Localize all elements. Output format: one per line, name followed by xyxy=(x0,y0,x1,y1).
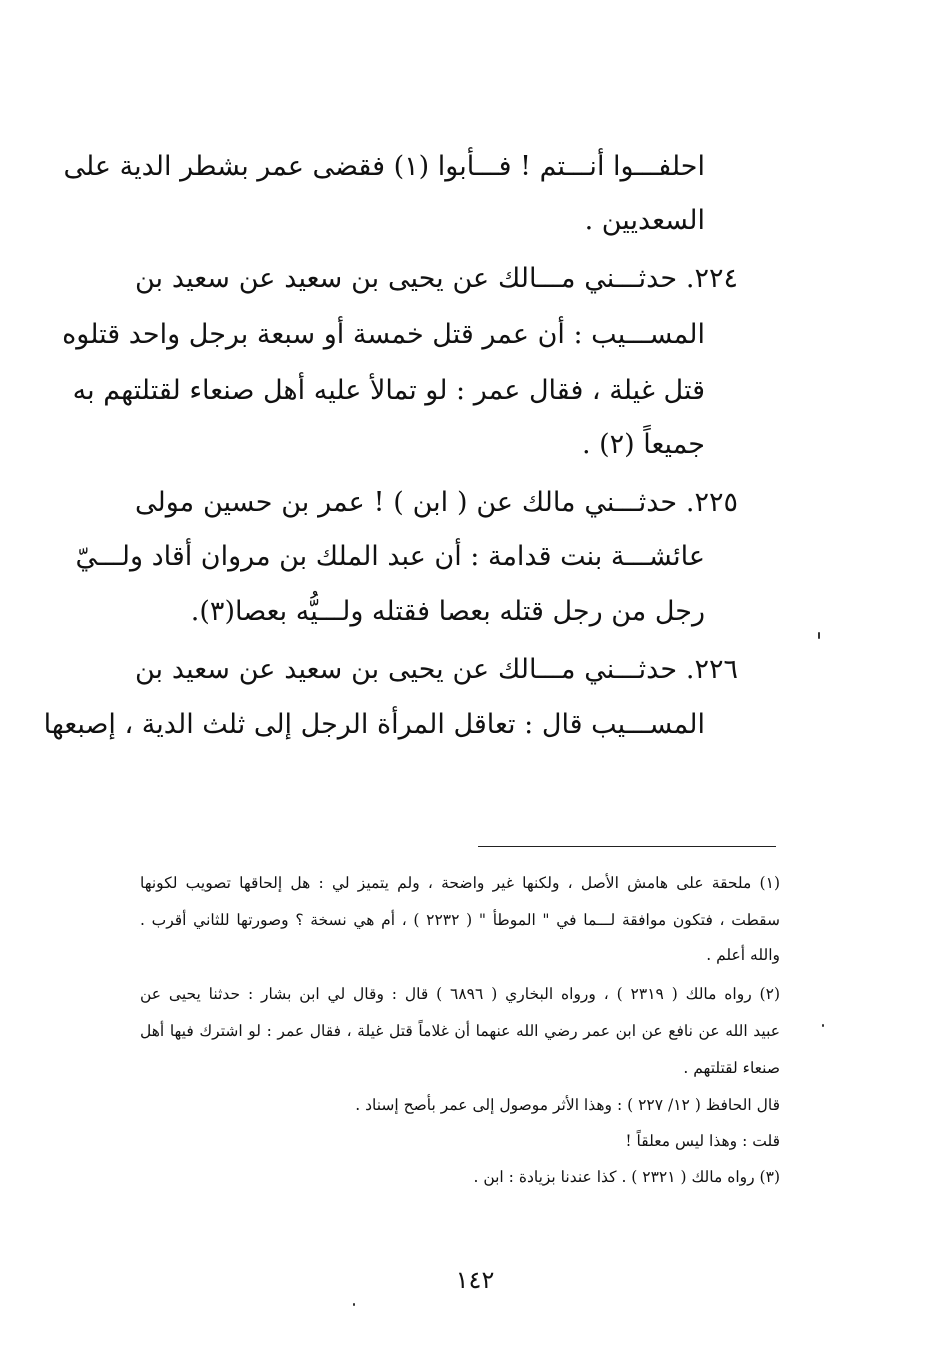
body-line: المســـيب : أن عمر قتل خمسة أو سبعة برجل واحد قتلوه xyxy=(62,319,705,350)
scan-speck xyxy=(818,632,820,639)
footnote-line: صنعاء لقتلتهم . xyxy=(683,1059,780,1077)
footnote-line: (٢) رواه مالك ( ٢٣١٩ ) ، ورواه البخاري ( ٦٨٩٦ ) قال : وقال لي ابن بشار : حدثنا يحيى عن xyxy=(140,985,780,1003)
body-line: جميعاً (٢) . xyxy=(581,429,705,460)
page-number: ١٤٢ xyxy=(455,1266,495,1294)
body-line: رجل من رجل قتله بعصا فقتله ولـــيُّه بعصا(٣). xyxy=(190,596,705,627)
body-line: عائشـــة بنت قدامة : أن عبد الملك بن مروان أقاد ولـــيّ xyxy=(75,541,705,572)
body-line: احلفـــوا أنـــتم ! فـــأبوا (١) فقضى عمر بشطر الدية على xyxy=(63,151,705,182)
scan-speck xyxy=(353,1303,355,1306)
footnote-line: سقطت ، فتكون موافقة لـــما في " الموطأ " ( ٢٢٣٢ ) ، أم هي نسخة ؟ وصورتها للثاني أقرب . xyxy=(140,911,780,929)
footnote-line: (٣) رواه مالك ( ٢٣٢١ ) . كذا عندنا بزيادة : ابن . xyxy=(473,1168,780,1186)
footnote-line: قلت : وهذا ليس معلقاً ! xyxy=(625,1132,780,1150)
footnote-line: عبيد الله عن نافع عن ابن عمر رضي الله عنهما أن غلاماً قتل غيلة ، فقال عمر : لو اشترك فيها أهل xyxy=(140,1022,780,1040)
footnote-line: قال الحافظ ( ١٢/ ٢٢٧ ) : وهذا الأثر موصول إلى عمر بأصح إسناد . xyxy=(355,1096,780,1114)
body-line: قتل غيلة ، فقال عمر : لو تمالأ عليه أهل صنعاء لقتلتهم به xyxy=(72,375,705,406)
hadith-225-line: ٢٢٥. حدثـــني مالك عن ( ابن ) ! عمر بن حسين مولى xyxy=(135,487,738,518)
hadith-226-line: ٢٢٦. حدثـــني مـــالك عن يحيى بن سعيد عن سعيد بن xyxy=(135,654,738,685)
hadith-224-line: ٢٢٤. حدثـــني مـــالك عن يحيى بن سعيد عن سعيد بن xyxy=(135,263,738,294)
body-line: السعديين . xyxy=(584,205,705,236)
footnote-separator xyxy=(478,846,776,847)
body-line: المســـيب قال : تعاقل المرأة الرجل إلى ثلث الدية ، إصبعها xyxy=(43,709,705,740)
footnote-line: والله أعلم . xyxy=(706,946,780,964)
scan-speck xyxy=(822,1024,824,1027)
footnote-line: (١) ملحقة على هامش الأصل ، ولكنها غير واضحة ، ولم يتميز لي : هل إلحاقها تصويب لكونها xyxy=(140,874,780,892)
